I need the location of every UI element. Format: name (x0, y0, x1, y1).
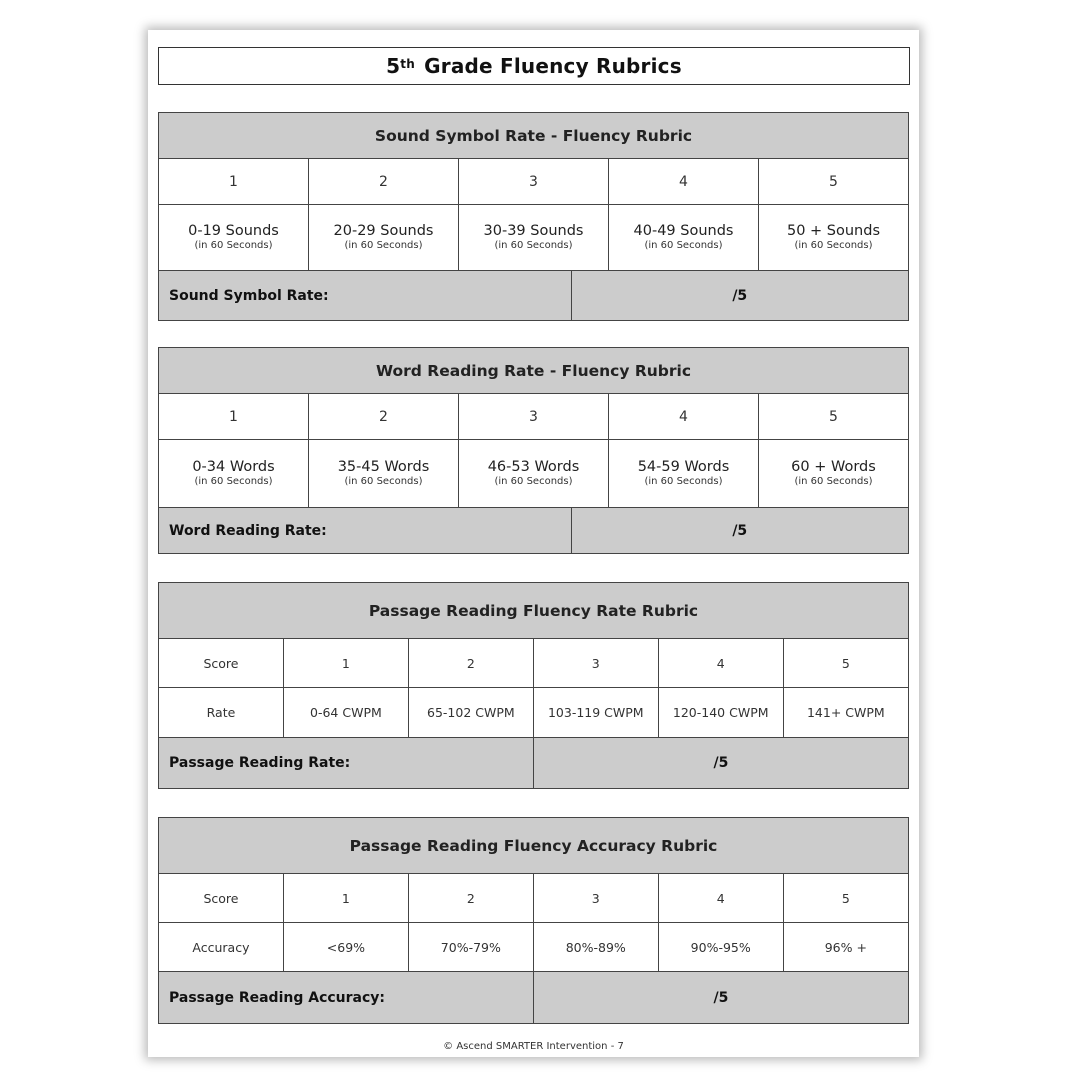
rate-cell: 0-64 CWPM (283, 688, 408, 738)
score-cell: 1 (159, 159, 309, 205)
rubric-heading: Word Reading Rate - Fluency Rubric (159, 348, 909, 394)
range-cell: 0-19 Sounds (in 60 Seconds) (159, 205, 309, 271)
total-score-field[interactable]: /5 (533, 972, 908, 1024)
score-cell: 5 (759, 394, 909, 440)
range-cell: 35-45 Words (in 60 Seconds) (309, 440, 459, 508)
range-cell: 46-53 Words (in 60 Seconds) (459, 440, 609, 508)
word-reading-rubric-table (158, 347, 909, 554)
score-cell: 4 (658, 639, 783, 688)
score-cell: 2 (309, 394, 459, 440)
rate-row-label: Rate (159, 688, 284, 738)
accuracy-cell: <69% (283, 923, 408, 972)
score-cell: 4 (609, 394, 759, 440)
title-grade: 5 (386, 54, 401, 78)
total-label: Passage Reading Accuracy: (159, 972, 534, 1024)
score-cell: 3 (459, 394, 609, 440)
rate-cell: 103-119 CWPM (533, 688, 658, 738)
copyright-footer: © Ascend SMARTER Intervention - 7 (443, 1041, 624, 1052)
accuracy-cell: 80%-89% (533, 923, 658, 972)
page-title (158, 47, 910, 85)
accuracy-row-label: Accuracy (159, 923, 284, 972)
range-cell: 40-49 Sounds (in 60 Seconds) (609, 205, 759, 271)
rate-cell: 141+ CWPM (783, 688, 908, 738)
score-cell: 5 (783, 874, 908, 923)
total-label: Sound Symbol Rate: (159, 271, 572, 321)
total-score-field[interactable]: /5 (571, 508, 909, 554)
score-row-label: Score (159, 639, 284, 688)
score-row-label: Score (159, 874, 284, 923)
passage-rate-rubric-table (158, 582, 909, 789)
score-cell: 3 (459, 159, 609, 205)
score-cell: 2 (408, 874, 533, 923)
total-score-field[interactable]: /5 (571, 271, 909, 321)
rubric-heading: Passage Reading Fluency Rate Rubric (159, 583, 909, 639)
total-label: Word Reading Rate: (159, 508, 572, 554)
total-label: Passage Reading Rate: (159, 738, 534, 789)
sound-symbol-rubric-table (158, 112, 909, 321)
score-cell: 5 (783, 639, 908, 688)
rubric-heading: Passage Reading Fluency Accuracy Rubric (159, 818, 909, 874)
title-text: Grade Fluency Rubrics (424, 54, 682, 78)
rate-cell: 120-140 CWPM (658, 688, 783, 738)
range-cell: 50 + Sounds (in 60 Seconds) (759, 205, 909, 271)
accuracy-cell: 70%-79% (408, 923, 533, 972)
title-grade-suffix: th (400, 57, 415, 71)
score-cell: 5 (759, 159, 909, 205)
rate-cell: 65-102 CWPM (408, 688, 533, 738)
range-cell: 20-29 Sounds (in 60 Seconds) (309, 205, 459, 271)
score-cell: 1 (159, 394, 309, 440)
score-cell: 3 (533, 639, 658, 688)
score-cell: 1 (283, 639, 408, 688)
score-cell: 2 (309, 159, 459, 205)
accuracy-cell: 96% + (783, 923, 908, 972)
score-cell: 2 (408, 639, 533, 688)
score-cell: 4 (658, 874, 783, 923)
range-cell: 54-59 Words (in 60 Seconds) (609, 440, 759, 508)
accuracy-cell: 90%-95% (658, 923, 783, 972)
rubric-heading: Sound Symbol Rate - Fluency Rubric (159, 113, 909, 159)
worksheet-page (148, 30, 919, 1057)
range-cell: 30-39 Sounds (in 60 Seconds) (459, 205, 609, 271)
score-cell: 4 (609, 159, 759, 205)
range-cell: 60 + Words (in 60 Seconds) (759, 440, 909, 508)
score-cell: 1 (283, 874, 408, 923)
passage-accuracy-rubric-table (158, 817, 909, 1024)
range-cell: 0-34 Words (in 60 Seconds) (159, 440, 309, 508)
score-cell: 3 (533, 874, 658, 923)
total-score-field[interactable]: /5 (533, 738, 908, 789)
